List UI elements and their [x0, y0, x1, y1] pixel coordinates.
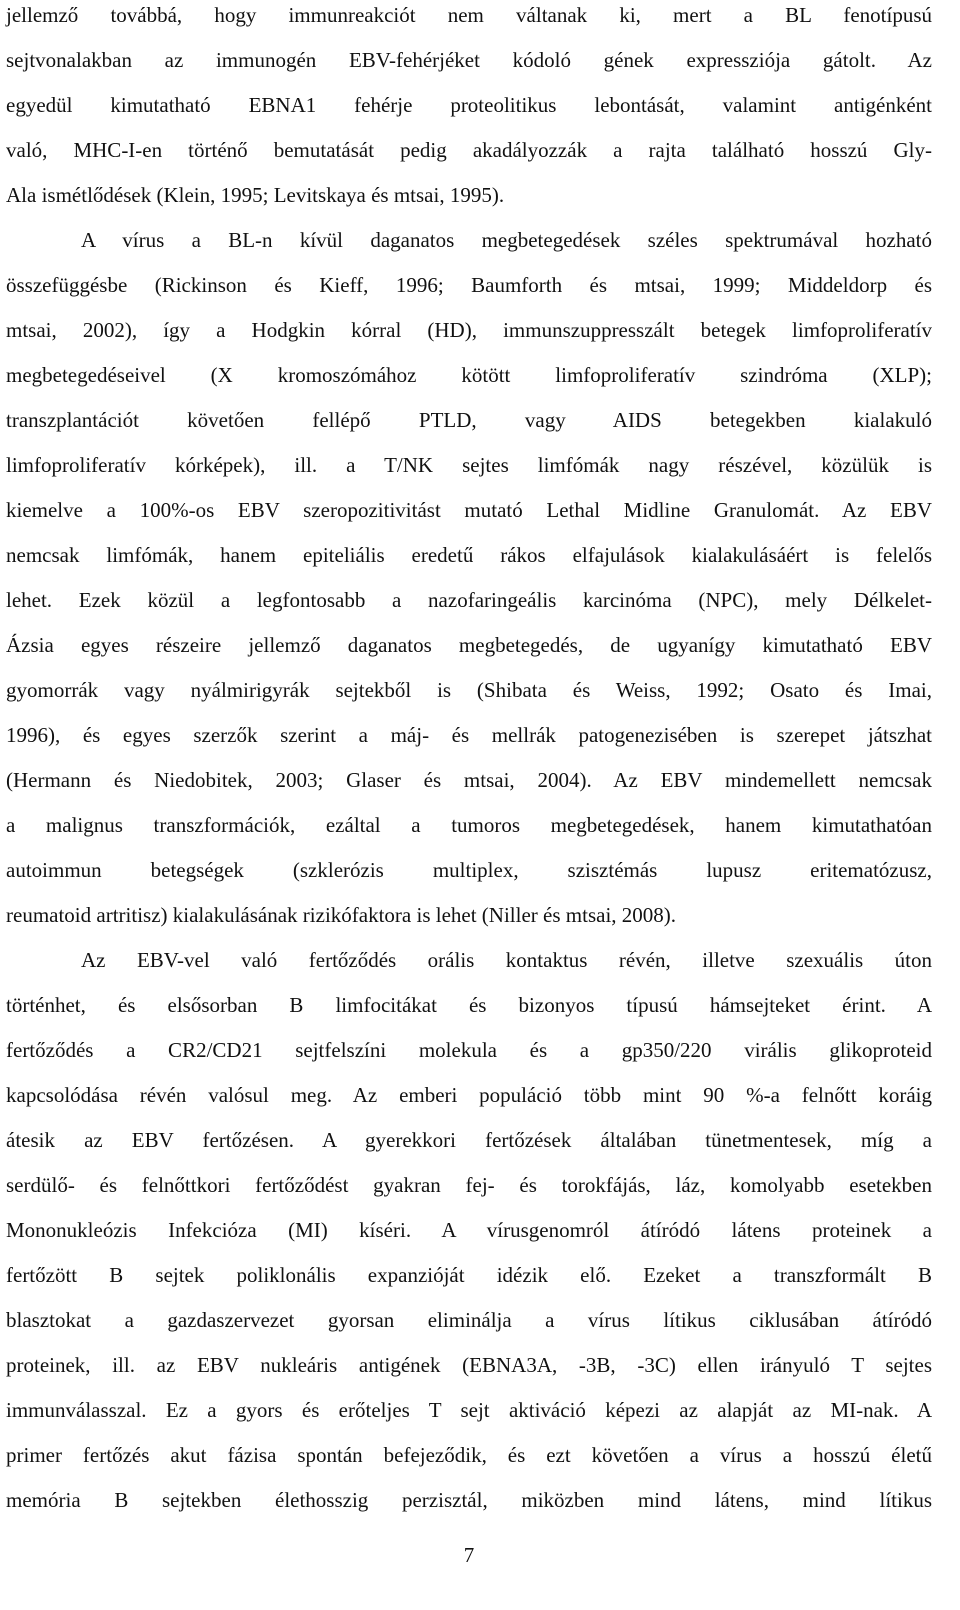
text-line: reumatoid artritisz) kialakulásának rizikófaktora is lehet (Niller és mtsai, 2008).: [6, 903, 677, 927]
text-line: transzplantációt követően fellépő PTLD, vagy AIDS betegekben kialakuló: [6, 408, 932, 432]
text-line: egyedül kimutatható EBNA1 fehérje proteolitikus lebontását, valamint antigénként: [6, 93, 932, 117]
text-line: kapcsolódása révén valósul meg. Az emberi populáció több mint 90 %-a felnőtt koráig: [6, 1083, 932, 1107]
text-line: Ala ismétlődések (Klein, 1995; Levitskaya és mtsai, 1995).: [6, 183, 505, 207]
text-line: összefüggésbe (Rickinson és Kieff, 1996; Baumforth és mtsai, 1999; Middeldorp és: [6, 273, 932, 297]
text-line: megbetegedéseivel (X kromoszómához kötött limfoproliferatív szindróma (XLP);: [6, 363, 932, 387]
text-line: Mononukleózis Infekcióza (MI) kíséri. A vírusgenomról átíródó látens proteinek a: [6, 1218, 932, 1242]
page-number: 7: [463, 1543, 475, 1567]
text-line: serdülő- és felnőttkori fertőződést gyakran fej- és torokfájás, láz, komolyabb esetekben: [6, 1173, 932, 1197]
text-line: nemcsak limfómák, hanem epiteliális eredetű rákos elfajulások kialakulásáért is felelős: [6, 543, 932, 567]
text-line: 1996), és egyes szerzők szerint a máj- és mellrák patogenezisében is szerepet játszhat: [6, 723, 932, 747]
text-line: mtsai, 2002), így a Hodgkin kórral (HD), immunszuppresszált betegek limfoproliferatív: [6, 318, 932, 342]
text-line: jellemző továbbá, hogy immunreakciót nem váltanak ki, mert a BL fenotípusú: [6, 3, 932, 27]
text-line: sejtvonalakban az immunogén EBV-fehérjéket kódoló gének expressziója gátolt. Az: [6, 48, 932, 72]
text-line: Ázsia egyes részeire jellemző daganatos megbetegedés, de ugyanígy kimutatható EBV: [6, 633, 932, 657]
text-line: a malignus transzformációk, ezáltal a tumoros megbetegedések, hanem kimutathatóan: [6, 813, 932, 837]
text-line: memória B sejtekben élethosszig perzisztál, miközben mind látens, mind lítikus: [6, 1488, 932, 1512]
text-line: proteinek, ill. az EBV nukleáris antigének (EBNA3A, -3B, -3C) ellen irányuló T sejtes: [6, 1353, 932, 1377]
text-line: átesik az EBV fertőzésen. A gyerekkori fertőzések általában tünetmentesek, míg a: [6, 1128, 932, 1152]
text-line: limfoproliferatív kórképek), ill. a T/NK sejtes limfómák nagy részével, közülük is: [6, 453, 932, 477]
text-line: autoimmun betegségek (szklerózis multiplex, szisztémás lupusz eritematózusz,: [6, 858, 932, 882]
text-line: való, MHC-I-en történő bemutatását pedig akadályozzák a rajta található hosszú Gly-: [6, 138, 932, 162]
text-line: fertőzött B sejtek poliklonális expanzióját idézik elő. Ezeket a transzformált B: [6, 1263, 932, 1287]
text-line: (Hermann és Niedobitek, 2003; Glaser és mtsai, 2004). Az EBV mindemellett nemcsak: [6, 768, 932, 792]
text-line: fertőződés a CR2/CD21 sejtfelszíni molekula és a gp350/220 virális glikoproteid: [6, 1038, 932, 1062]
text-line: blasztokat a gazdaszervezet gyorsan eliminálja a vírus lítikus ciklusában átíródó: [6, 1308, 932, 1332]
text-line: történhet, és elsősorban B limfocitákat és bizonyos típusú hámsejteket érint. A: [6, 993, 932, 1017]
text-line: kiemelve a 100%-os EBV szeropozitivitást mutató Lethal Midline Granulomát. Az EBV: [6, 498, 932, 522]
text-line: Az EBV-vel való fertőződés orális kontaktus révén, illetve szexuális úton: [81, 948, 932, 972]
text-line: immunválasszal. Ez a gyors és erőteljes T sejt aktiváció képezi az alapját az MI-nak. A: [6, 1398, 932, 1422]
text-line: lehet. Ezek közül a legfontosabb a nazofaringeális karcinóma (NPC), mely Délkelet-: [6, 588, 932, 612]
text-line: gyomorrák vagy nyálmirigyrák sejtekből is (Shibata és Weiss, 1992; Osato és Imai,: [6, 678, 932, 702]
text-line: primer fertőzés akut fázisa spontán befejeződik, és ezt követően a vírus a hosszú életű: [6, 1443, 932, 1467]
text-line: A vírus a BL-n kívül daganatos megbetegedések széles spektrumával hozható: [81, 228, 932, 252]
